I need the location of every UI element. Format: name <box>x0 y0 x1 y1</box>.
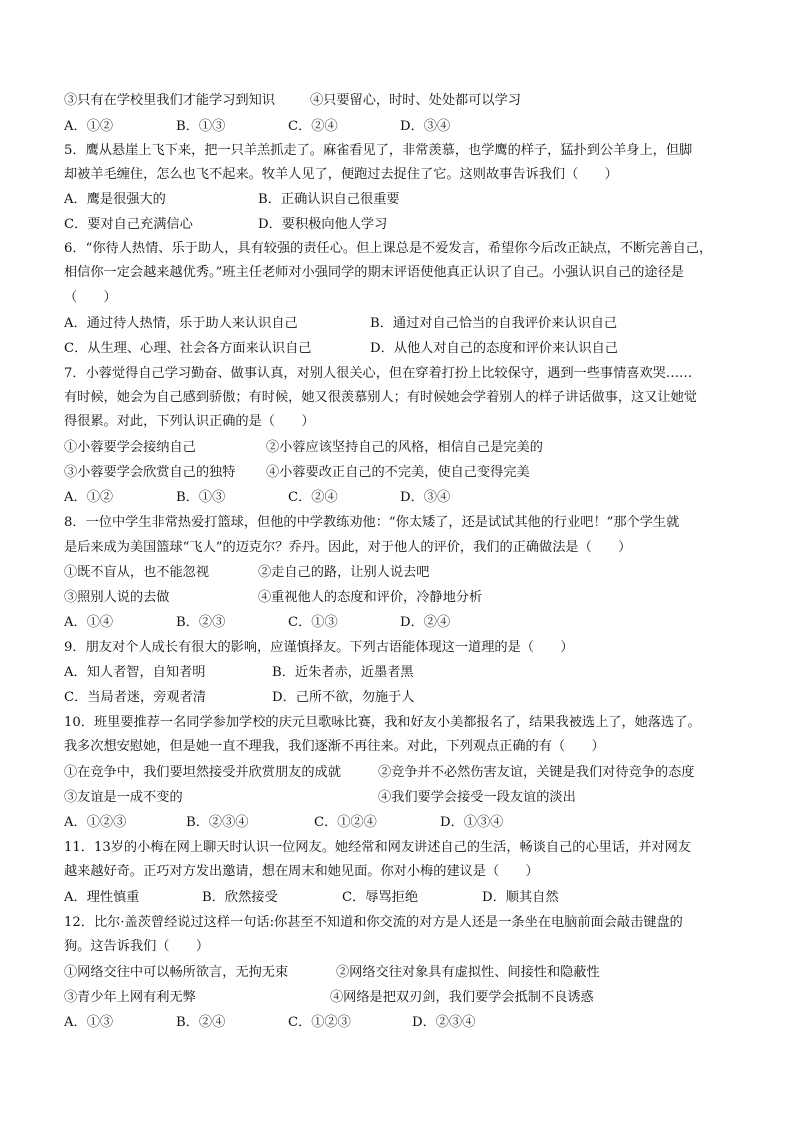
q12-answer-a: A．①③ <box>64 1015 114 1030</box>
q4-answer-a: A．①② <box>64 119 114 134</box>
q9-option-b: B．近朱者赤，近墨者黑 <box>272 665 414 680</box>
q4-statement-3: ③只有在学校里我们才能学习到知识 <box>64 93 275 108</box>
q6-option-b: B．通过对自己恰当的自我评价来认识自己 <box>370 316 618 331</box>
q11-answer-c: C．辱骂拒绝 <box>342 890 419 905</box>
q8-statement-1: ①既不盲从，也不能忽视 <box>64 565 210 580</box>
q6-stem-line-3: （ ） <box>64 290 117 305</box>
q9-option-a: A．知人者智，自知者明 <box>64 665 206 680</box>
q6-option-c: C．从生理、心理、社会各方面来认识自己 <box>64 341 312 356</box>
q5-option-c: C．要对自己充满信心 <box>64 217 193 232</box>
q4-answer-d: D．③④ <box>400 119 451 134</box>
q11-answer-a: A．理性慎重 <box>64 890 140 905</box>
q7-answer-c: C．②④ <box>288 490 338 505</box>
q8-answer-a: A．①④ <box>64 615 114 630</box>
q8-answer-d: D．②④ <box>400 615 451 630</box>
q12-answer-d: D．②③④ <box>412 1015 476 1030</box>
q11-answer-b: B．欣然接受 <box>202 890 278 905</box>
q10-answer-a: A．①②③ <box>64 815 127 830</box>
q10-answer-b: B．②③④ <box>186 815 249 830</box>
q8-statement-4: ④重视他人的态度和评价，冷静地分析 <box>258 590 483 605</box>
q10-statement-4: ④我们要学会接受一段友谊的淡出 <box>378 790 576 805</box>
q8-answer-c: C．①③ <box>288 615 338 630</box>
q7-stem-line-3: 得很累。对此，下列认识正确的是（ ） <box>64 414 315 429</box>
q11-stem-line-1: 11．13岁的小梅在网上聊天时认识一位网友。她经常和网友讲述自己的生活，畅谈自己的心里话，并对网友 <box>64 840 691 855</box>
q12-statement-4: ④网络是把双刃剑，我们要学会抵制不良诱惑 <box>330 990 594 1005</box>
q4-answer-c: C．②④ <box>288 119 338 134</box>
q7-answer-a: A．①② <box>64 490 114 505</box>
q12-stem-line-2: 狗。这告诉我们（ ） <box>64 939 210 954</box>
q4-answer-b: B．①③ <box>176 119 226 134</box>
q12-statement-3: ③青少年上网有利无弊 <box>64 990 196 1005</box>
q12-answer-c: C．①②③ <box>288 1015 351 1030</box>
q12-statement-2: ②网络交往对象具有虚拟性、间接性和隐蔽性 <box>336 965 600 980</box>
q8-stem-line-2: 是后来成为美国篮球“飞人”的迈克尔？乔丹。因此，对于他人的评价，我们的正确做法是（ ） <box>64 540 632 555</box>
q8-statement-3: ③照别人说的去做 <box>64 590 170 605</box>
q9-stem-line-1: 9．朋友对个人成长有很大的影响，应谨慎择友。下列古语能体现这一道理的是（ ） <box>64 640 574 655</box>
q12-stem-line-1: 12．比尔·盖茨曾经说过这样一句话:你甚至不知道和你交流的对方是人还是一条坐在电脑前面会敲击键盘的 <box>64 915 683 930</box>
q8-answer-b: B．②③ <box>176 615 226 630</box>
q7-statement-3: ③小蓉要学会欣赏自己的独特 <box>64 465 236 480</box>
q10-stem-line-2: 我多次想安慰她，但是她一直不理我，我们逐渐不再往来。对此，下列观点正确的有（ ） <box>64 739 605 754</box>
q7-statement-4: ④小蓉要改正自己的不完美，使自己变得完美 <box>266 465 530 480</box>
q10-answer-c: C．①②④ <box>314 815 377 830</box>
q10-statement-3: ③友谊是一成不变的 <box>64 790 183 805</box>
q11-answer-d: D．顺其自然 <box>482 890 559 905</box>
q5-stem-line-2: 却被羊毛缠住，怎么也飞不起来。牧羊人见了，便跑过去捉住了它。这则故事告诉我们（ ） <box>64 167 618 182</box>
q11-stem-line-2: 越来越好奇。正巧对方发出邀请，想在周末和她见面。你对小梅的建议是（ ） <box>64 864 539 879</box>
q6-option-d: D．从他人对自己的态度和评价来认识自己 <box>370 341 618 356</box>
q5-stem-line-1: 5．鹰从悬崖上飞下来，把一只羊羔抓走了。麻雀看见了，非常羡慕，也学鹰的样子，猛扑到公羊身上，但脚 <box>64 143 693 158</box>
q8-statement-2: ②走自己的路，让别人说去吧 <box>258 565 430 580</box>
q7-stem-line-1: 7．小蓉觉得自己学习勤奋、做事认真，对别人很关心，但在穿着打扮上比较保守，遇到一些事情喜欢哭…… <box>64 366 693 381</box>
q9-option-d: D．己所不欲，勿施于人 <box>272 690 415 705</box>
q9-option-c: C．当局者迷，旁观者清 <box>64 690 206 705</box>
q6-option-a: A．通过待人热情，乐于助人来认识自己 <box>64 316 298 331</box>
q7-answer-b: B．①③ <box>176 490 226 505</box>
q7-statement-1: ①小蓉要学会接纳自己 <box>64 440 196 455</box>
q10-statement-1: ①在竞争中，我们要坦然接受并欣赏朋友的成就 <box>64 765 341 780</box>
q7-statement-2: ②小蓉应该坚持自己的风格，相信自己是完美的 <box>266 440 543 455</box>
q10-statement-2: ②竞争并不必然伤害友谊，关键是我们对待竞争的态度 <box>378 765 695 780</box>
q10-answer-d: D．①③④ <box>440 815 504 830</box>
q6-stem-line-2: 相信你一定会越来越优秀。”班主任老师对小强同学的期末评语使他真正认识了自己。小强认识自己的途径是 <box>64 265 684 280</box>
q5-option-a: A．鹰是很强大的 <box>64 192 166 207</box>
q4-statement-4: ④只要留心，时时、处处都可以学习 <box>310 93 521 108</box>
q12-statement-1: ①网络交往中可以畅所欲言，无拘无束 <box>64 965 289 980</box>
q8-stem-line-1: 8．一位中学生非常热爱打篮球，但他的中学教练劝他：“你太矮了，还是试试其他的行业吧！”那个学生就 <box>64 515 680 530</box>
q6-stem-line-1: 6．“你待人热情、乐于助人，具有较强的责任心。但上课总是不爱发言，希望你今后改正缺点，不断完善自己， <box>64 241 713 256</box>
q7-stem-line-2: 有时候，她会为自己感到骄傲；有时候，她又很羡慕别人；有时候她会学着别人的样子讲话做事，这又让她觉 <box>64 390 697 405</box>
q5-option-b: B．正确认识自己很重要 <box>258 192 400 207</box>
q7-answer-d: D．③④ <box>400 490 451 505</box>
q5-option-d: D．要积极向他人学习 <box>258 217 388 232</box>
q12-answer-b: B．②④ <box>176 1015 226 1030</box>
q10-stem-line-1: 10．班里要推荐一名同学参加学校的庆元旦歌咏比赛，我和好友小美都报名了，结果我被选上了，她落选了。 <box>64 715 701 730</box>
